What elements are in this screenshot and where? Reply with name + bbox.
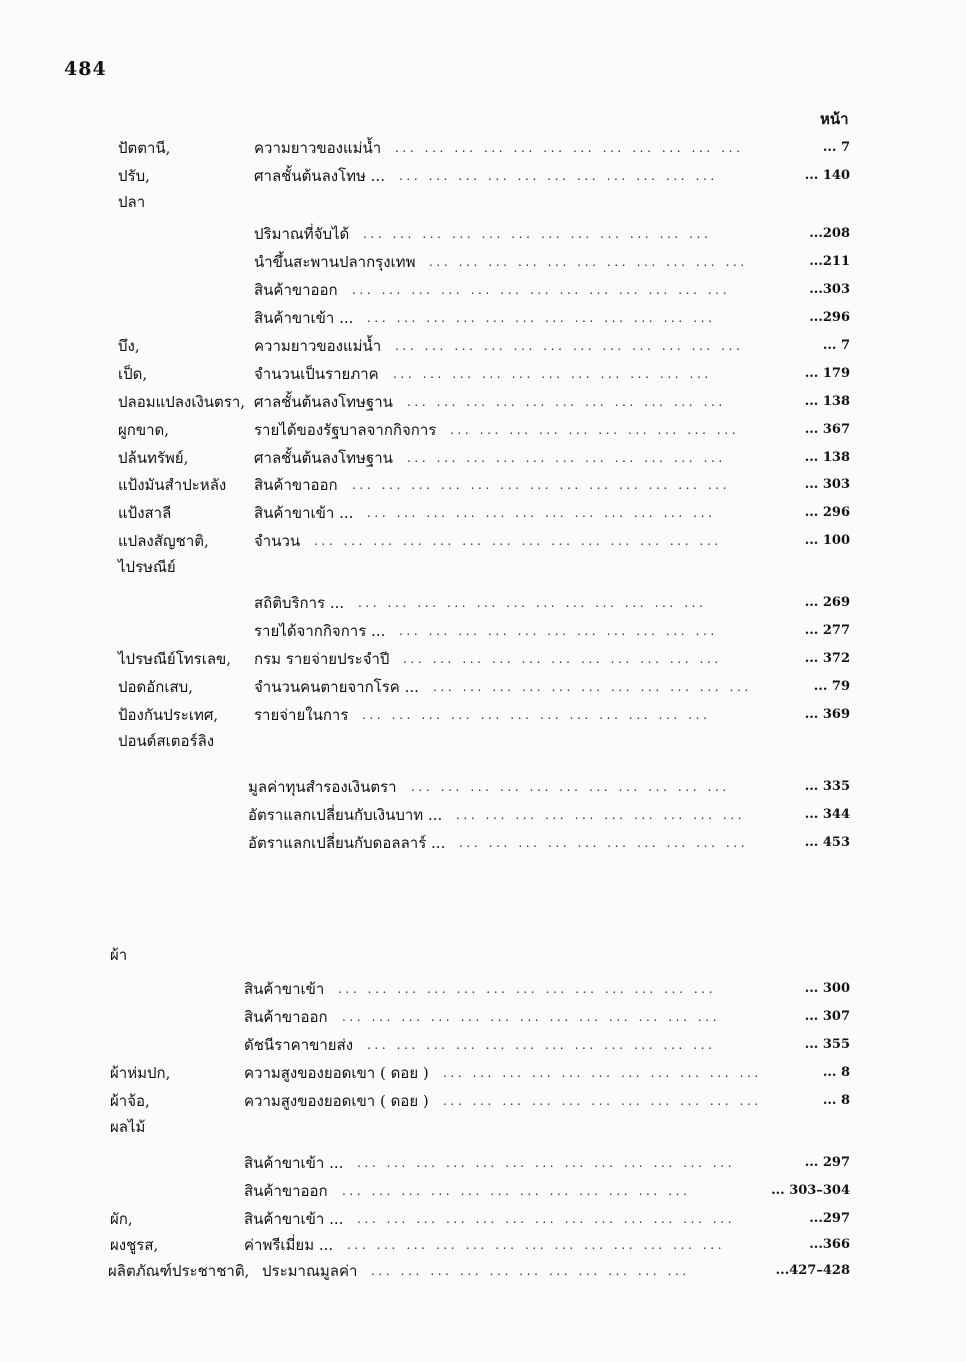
leader-dots: ... ... ... ... ... ... ... ... ... ... ... ... ... <box>338 982 717 996</box>
index-entry <box>0 1179 966 1203</box>
entry-subject: ความสูงของยอดเขา ( ดอย ) <box>244 1064 429 1082</box>
leader-dots: ... ... ... ... ... ... ... ... ... ... <box>456 808 746 822</box>
leader-dots: ... ... ... ... ... ... ... ... ... ... ... ... <box>362 708 711 722</box>
entry-term: ปอดอักเสบ, <box>118 678 193 696</box>
index-entry <box>0 943 966 967</box>
leader-dots: ... ... ... ... ... ... ... ... ... ... ... <box>399 169 718 183</box>
entry-page-ref: ... 369 <box>804 707 850 722</box>
entry-page-ref: ... 303–304 <box>771 1183 850 1198</box>
entry-subject: ความยาวของแม่น้ำ <box>254 337 382 355</box>
leader-dots: ... ... ... ... ... ... ... ... ... ... ... ... <box>342 1184 691 1198</box>
index-entry <box>0 1089 966 1113</box>
entry-subject: สินค้าขาเข้า ... <box>244 1154 344 1172</box>
index-entry <box>0 1259 966 1283</box>
entry-page-ref: ...297 <box>809 1211 850 1226</box>
entry-subject: ประมาณมูลค่า <box>262 1262 358 1280</box>
index-entry <box>0 775 966 799</box>
leader-dots: ... ... ... ... ... ... ... ... ... ... ... ... <box>363 227 712 241</box>
entry-page-ref: ... 138 <box>804 450 850 465</box>
entry-subject: สินค้าขาออก <box>254 281 338 299</box>
index-entry <box>0 390 966 414</box>
leader-dots: ... ... ... ... ... ... ... ... ... ... ... ... <box>358 596 707 610</box>
entry-term: ปรับ, <box>118 167 150 185</box>
entry-page-ref: ... 372 <box>804 651 850 666</box>
entry-page-ref: ... 100 <box>804 533 850 548</box>
entry-page-ref: ... 8 <box>822 1065 850 1080</box>
entry-term: ผงชูรส, <box>110 1236 159 1254</box>
entry-subject: ปริมาณที่จับได้ <box>254 225 350 243</box>
index-entry <box>0 647 966 671</box>
entry-page-ref: ... 300 <box>804 981 850 996</box>
index-entry <box>0 619 966 643</box>
entry-page-ref: ...211 <box>809 254 850 269</box>
entry-subject: อัตราแลกเปลี่ยนกับเงินบาท ... <box>248 806 443 824</box>
entry-subject: ดัชนีราคาขายส่ง <box>244 1036 354 1054</box>
entry-page-ref: ... 7 <box>822 140 850 155</box>
index-entry <box>0 334 966 358</box>
leader-dots: ... ... ... ... ... ... ... ... ... ... ... <box>443 1094 762 1108</box>
leader-dots: ... ... ... ... ... ... ... ... ... ... ... ... ... <box>352 283 731 297</box>
index-entry <box>0 1115 966 1139</box>
entry-subject: ศาลชั้นต้นลงโทษฐาน <box>254 393 393 411</box>
entry-subject: สินค้าขาออก <box>244 1008 328 1026</box>
leader-dots: ... ... ... ... ... ... ... ... ... ... ... ... <box>395 339 744 353</box>
index-entry <box>0 1207 966 1231</box>
index-entry <box>0 1151 966 1175</box>
index-entry <box>0 591 966 615</box>
index-entry <box>0 729 966 753</box>
entry-subject: สินค้าขาออก <box>244 1182 328 1200</box>
entry-subject: จำนวนเป็นรายภาค <box>254 365 379 383</box>
entry-term: ผ้าห่มปก, <box>110 1064 171 1082</box>
page-number: 484 <box>64 58 107 80</box>
entry-subject: ความยาวของแม่น้ำ <box>254 139 382 157</box>
index-entry <box>0 222 966 246</box>
index-entry <box>0 418 966 442</box>
entry-subject: มูลค่าทุนสำรองเงินตรา <box>248 778 397 796</box>
leader-dots: ... ... ... ... ... ... ... ... ... ... ... ... <box>367 1038 716 1052</box>
index-entry <box>0 831 966 855</box>
entry-page-ref: ... 296 <box>804 505 850 520</box>
entry-subject: สินค้าขาเข้า ... <box>244 1210 344 1228</box>
entry-page-ref: ... 344 <box>804 807 850 822</box>
leader-dots: ... ... ... ... ... ... ... ... ... ... ... ... <box>395 141 744 155</box>
entry-page-ref: ...303 <box>809 282 850 297</box>
entry-term: ป้องกันประเทศ, <box>118 706 219 724</box>
entry-term: ผูกขาด, <box>118 421 170 439</box>
leader-dots: ... ... ... ... ... ... ... ... ... ... ... <box>429 255 748 269</box>
entry-term: แป้งสาลี <box>118 504 172 522</box>
index-entry <box>0 250 966 274</box>
entry-subject: นำขึ้นสะพานปลากรุงเทพ <box>254 253 416 271</box>
index-entry <box>0 1005 966 1029</box>
leader-dots: ... ... ... ... ... ... ... ... ... ... ... ... <box>367 311 716 325</box>
index-entry <box>0 306 966 330</box>
entry-page-ref: ... 277 <box>804 623 850 638</box>
entry-page-ref: ... 8 <box>822 1093 850 1108</box>
entry-page-ref: ... 297 <box>804 1155 850 1170</box>
entry-page-ref: ... 7 <box>822 338 850 353</box>
entry-term: ผ้า <box>110 946 128 964</box>
entry-page-ref: ... 179 <box>804 366 850 381</box>
entry-term: เป็ด, <box>118 365 148 383</box>
entry-subject: ศาลชั้นต้นลงโทษ ... <box>254 167 385 185</box>
entry-subject: ศาลชั้นต้นลงโทษฐาน <box>254 449 393 467</box>
index-entry <box>0 703 966 727</box>
leader-dots: ... ... ... ... ... ... ... ... ... ... ... ... ... <box>342 1010 721 1024</box>
entry-subject: สินค้าขาเข้า ... <box>254 309 354 327</box>
leader-dots: ... ... ... ... ... ... ... ... ... ... ... ... ... <box>352 478 731 492</box>
leader-dots: ... ... ... ... ... ... ... ... ... ... ... ... ... <box>347 1238 726 1252</box>
entry-subject: สินค้าขาเข้า ... <box>254 504 354 522</box>
entry-subject: สินค้าขาออก <box>254 476 338 494</box>
leader-dots: ... ... ... ... ... ... ... ... ... ... ... ... ... ... <box>314 534 722 548</box>
entry-term: ปลา <box>118 193 146 211</box>
entry-subject: สินค้าขาเข้า <box>244 980 325 998</box>
index-entry <box>0 473 966 497</box>
entry-page-ref: ... 307 <box>804 1009 850 1024</box>
leader-dots: ... ... ... ... ... ... ... ... ... ... ... ... ... <box>357 1212 736 1226</box>
entry-term: บึง, <box>118 337 140 355</box>
entry-page-ref: ... 367 <box>804 422 850 437</box>
leader-dots: ... ... ... ... ... ... ... ... ... ... ... <box>371 1264 690 1278</box>
entry-subject: กรม รายจ่ายประจำปี <box>254 650 390 668</box>
leader-dots: ... ... ... ... ... ... ... ... ... ... ... ... <box>367 506 716 520</box>
index-entry <box>0 1233 966 1257</box>
leader-dots: ... ... ... ... ... ... ... ... ... ... ... <box>411 780 730 794</box>
entry-subject: รายได้จากกิจการ ... <box>254 622 386 640</box>
entry-page-ref: ...208 <box>809 226 850 241</box>
entry-page-ref: ... 355 <box>804 1037 850 1052</box>
entry-page-ref: ...296 <box>809 310 850 325</box>
entry-term: ผลไม้ <box>110 1118 146 1136</box>
entry-term: ปอนด์สเตอร์ลิง <box>118 732 215 750</box>
entry-term: ไปรษณีย์โทรเลข, <box>118 650 232 668</box>
entry-page-ref: ... 269 <box>804 595 850 610</box>
index-entry <box>0 190 966 214</box>
entry-subject: สถิติบริการ ... <box>254 594 345 612</box>
index-entry <box>0 529 966 553</box>
leader-dots: ... ... ... ... ... ... ... ... ... ... ... <box>403 652 722 666</box>
entry-page-ref: ...366 <box>809 1237 850 1252</box>
entry-page-ref: ... 140 <box>804 168 850 183</box>
entry-term: ปล้นทรัพย์, <box>118 449 189 467</box>
entry-term: แปลงสัญชาติ, <box>118 532 209 550</box>
entry-subject: จำนวนคนตายจากโรค ... <box>254 678 419 696</box>
index-entry <box>0 1061 966 1085</box>
entry-subject: รายจ่ายในการ <box>254 706 349 724</box>
entry-page-ref: ... 303 <box>804 477 850 492</box>
entry-term: ผ้าจ้อ, <box>110 1092 150 1110</box>
entry-term: แป้งมันสำปะหลัง <box>118 476 227 494</box>
entry-subject: จำนวน <box>254 532 301 550</box>
entry-subject: รายได้ของรัฐบาลจากกิจการ <box>254 421 437 439</box>
leader-dots: ... ... ... ... ... ... ... ... ... ... ... <box>433 680 752 694</box>
index-entry <box>0 675 966 699</box>
leader-dots: ... ... ... ... ... ... ... ... ... ... ... <box>399 624 718 638</box>
index-entry <box>0 555 966 579</box>
entry-subject: อัตราแลกเปลี่ยนกับดอลลาร์ ... <box>248 834 446 852</box>
page-column-header: หน้า <box>820 110 849 128</box>
leader-dots: ... ... ... ... ... ... ... ... ... ... <box>459 836 749 850</box>
leader-dots: ... ... ... ... ... ... ... ... ... ... ... <box>393 367 712 381</box>
entry-page-ref: ... 453 <box>804 835 850 850</box>
entry-term: ผลิตภัณฑ์ประชาชาติ, <box>108 1262 250 1280</box>
entry-page-ref: ... 335 <box>804 779 850 794</box>
index-entry <box>0 278 966 302</box>
index-entry <box>0 446 966 470</box>
index-entry <box>0 1033 966 1057</box>
index-entry <box>0 803 966 827</box>
entry-term: ปลอมแปลงเงินตรา, <box>118 393 246 411</box>
index-entry <box>0 977 966 1001</box>
index-entry <box>0 164 966 188</box>
leader-dots: ... ... ... ... ... ... ... ... ... ... ... ... ... <box>357 1156 736 1170</box>
entry-page-ref: ... 79 <box>813 679 850 694</box>
entry-page-ref: ...427–428 <box>775 1263 850 1278</box>
entry-subject: ค่าพรีเมี่ยม ... <box>244 1236 334 1254</box>
entry-term: ปัตตานี, <box>118 139 171 157</box>
leader-dots: ... ... ... ... ... ... ... ... ... ... ... <box>407 395 726 409</box>
entry-page-ref: ... 138 <box>804 394 850 409</box>
index-entry <box>0 136 966 160</box>
entry-term: ไปรษณีย์ <box>118 558 176 576</box>
leader-dots: ... ... ... ... ... ... ... ... ... ... ... <box>407 451 726 465</box>
entry-term: ผัก, <box>110 1210 133 1228</box>
index-entry <box>0 501 966 525</box>
index-entry <box>0 362 966 386</box>
entry-subject: ความสูงของยอดเขา ( ดอย ) <box>244 1092 429 1110</box>
leader-dots: ... ... ... ... ... ... ... ... ... ... ... <box>443 1066 762 1080</box>
leader-dots: ... ... ... ... ... ... ... ... ... ... <box>450 423 740 437</box>
